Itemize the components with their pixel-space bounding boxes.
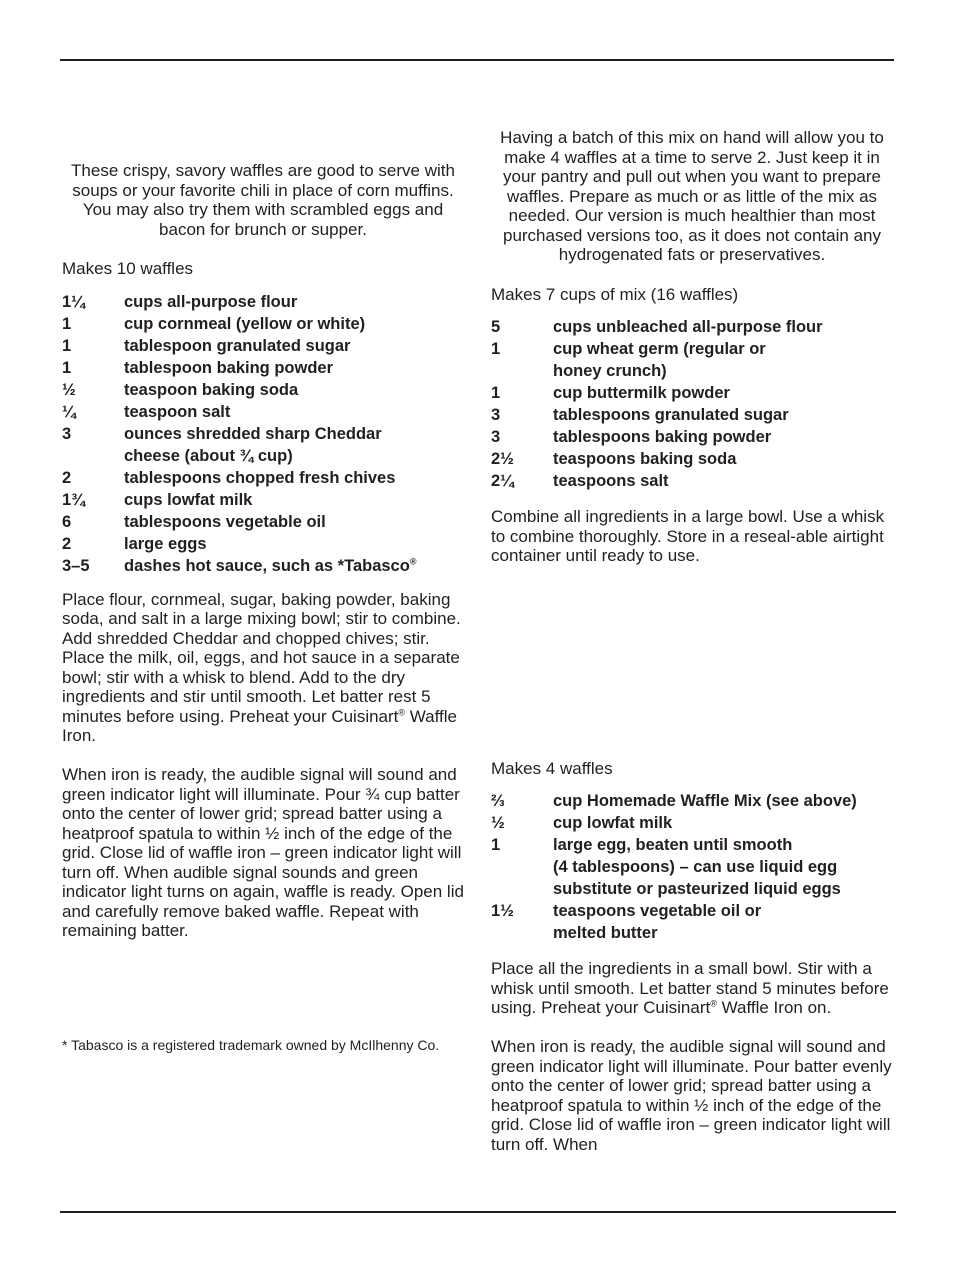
ingredient-row: [62, 357, 464, 379]
ingredient-row: [62, 423, 464, 445]
registered-mark: ®: [710, 998, 717, 1009]
ingredient-qty: [491, 922, 553, 944]
ingredient-desc-text: teaspoon salt: [124, 402, 231, 421]
ingredient-row: [491, 448, 893, 470]
ingredient-desc: [553, 426, 893, 448]
registered-mark: ®: [398, 706, 406, 717]
ingredient-desc: [124, 511, 464, 533]
ingredient-qty: 1½: [491, 902, 514, 920]
ingredient-desc: [553, 470, 893, 492]
ingredient-desc-text: tablespoons granulated sugar: [553, 406, 789, 424]
ingredient-desc: [124, 555, 464, 577]
ingredient-qty: 2: [62, 468, 72, 487]
ingredient-desc: [124, 423, 464, 445]
ingredient-desc: [553, 856, 893, 878]
ingredient-row: [491, 382, 893, 404]
left-column: [62, 161, 464, 1055]
ingredient-desc-text: cups lowfat milk: [124, 490, 253, 509]
ingredient-qty: ⅔: [491, 792, 505, 810]
ingredient-desc-text: (4 tablespoons) – can use liquid egg: [553, 858, 838, 876]
ingredient-row: [491, 470, 893, 492]
ingredient-row: [491, 878, 893, 900]
method-3-text-end: Waffle Iron on.: [716, 998, 832, 1017]
ingredient-desc-text: ounces shredded sharp Cheddar: [124, 424, 382, 443]
ingredient-row: [62, 511, 464, 533]
method-1-text-end: Waffle Iron.: [62, 706, 458, 745]
ingredient-desc: [553, 922, 893, 944]
ingredient-desc-text: cheese (about ¾ cup): [124, 446, 293, 465]
ingredient-row: [62, 533, 464, 555]
ingredient-desc-text: teaspoons salt: [553, 472, 669, 490]
ingredient-desc-text: honey crunch): [553, 362, 667, 380]
bottom-rule: [60, 1211, 896, 1213]
mix-waffles-method-2: When iron is ready, the audible signal will sound and green indicator light will illuminate. Pour batter evenly onto the center of lower grid; spread batter using a heatproof spatula to within ½ inch of the edge of the grid. Close lid of waffle iron – green indicator light will turn off. When: [491, 1037, 892, 1154]
ingredient-desc-text: cup cornmeal (yellow or white): [124, 314, 366, 333]
top-rule: [60, 59, 894, 61]
ingredient-qty: 1: [491, 340, 501, 358]
ingredient-desc-text: substitute or pasteurized liquid eggs: [553, 880, 841, 898]
ingredient-desc: [553, 360, 893, 382]
ingredient-desc-text: cup buttermilk powder: [553, 384, 730, 402]
waffle-mix-yield: Makes 7 cups of mix (16 waffles): [491, 284, 739, 304]
ingredient-qty: ½: [62, 380, 76, 399]
ingredient-desc: [124, 313, 464, 335]
ingredient-desc: [553, 338, 893, 360]
ingredient-row: [491, 316, 893, 338]
ingredient-qty: [491, 856, 553, 878]
ingredient-qty: 1: [491, 384, 501, 402]
ingredient-desc-text: cups unbleached all-purpose flour: [553, 318, 823, 336]
ingredient-desc: [124, 291, 464, 313]
tabasco-footnote: * Tabasco is a registered trademark owned by McIlhenny Co.: [62, 1036, 440, 1053]
ingredient-desc-text: tablespoons vegetable oil: [124, 512, 326, 531]
ingredient-row: [491, 812, 893, 834]
ingredient-qty: 3: [491, 428, 501, 446]
ingredient-qty: 1¼: [62, 292, 85, 311]
ingredient-row: [62, 379, 464, 401]
ingredient-desc: [124, 401, 464, 423]
ingredient-row: [491, 360, 893, 382]
ingredient-qty: [491, 878, 553, 900]
cheddar-waffles-yield: Makes 10 waffles: [62, 259, 194, 278]
right-column: [491, 128, 893, 1154]
ingredient-qty: [62, 445, 124, 467]
ingredient-qty: 2¼: [491, 472, 514, 490]
ingredient-desc-text: teaspoons baking soda: [553, 450, 737, 468]
ingredient-desc-text: cup lowfat milk: [553, 814, 673, 832]
waffle-mix-intro: Having a batch of this mix on hand will allow you to make 4 waffles at a time to serve 2. Just keep it in your pantry and pull out when you want to prepare waffles. Prepare as much or as little of the mix as needed. Our version is much healthier than most purchased versions too, as it does not contain any hydrogenated fats or preservatives.: [500, 128, 884, 264]
ingredient-desc: [124, 335, 464, 357]
ingredient-row: [491, 338, 893, 360]
waffle-mix-method: Combine all ingredients in a large bowl. Use a whisk to combine thoroughly. Store in a reseal-able airtight container until ready to use.: [491, 507, 885, 565]
ingredient-qty: ½: [491, 814, 505, 832]
ingredient-desc: [553, 404, 893, 426]
ingredient-desc: [553, 448, 893, 470]
mix-waffles-ingredients: [491, 790, 893, 944]
cheddar-waffles-ingredients: [62, 291, 464, 577]
cheddar-waffles-method-1: [62, 590, 464, 746]
ingredient-row: [491, 426, 893, 448]
ingredient-qty: 1: [491, 836, 501, 854]
ingredient-qty: ¼: [62, 402, 76, 421]
ingredient-desc: [124, 489, 464, 511]
ingredient-qty: 1: [62, 358, 72, 377]
ingredient-desc: [553, 382, 893, 404]
ingredient-row: [491, 404, 893, 426]
ingredient-desc: [553, 790, 893, 812]
ingredient-row: [62, 291, 464, 313]
ingredient-qty: 3: [491, 406, 501, 424]
ingredient-desc-text: melted butter: [553, 924, 658, 942]
ingredient-desc: [553, 900, 893, 922]
ingredient-desc-text: cup wheat germ (regular or: [553, 340, 766, 358]
ingredient-qty: 2: [62, 534, 72, 553]
ingredient-desc-text: tablespoon baking powder: [124, 358, 334, 377]
ingredient-qty: 1¾: [62, 490, 85, 509]
ingredient-desc: [124, 467, 464, 489]
ingredient-desc: [124, 533, 464, 555]
ingredient-desc-text: tablespoons chopped fresh chives: [124, 468, 396, 487]
method-3-text: Place all the ingredients in a small bowl. Stir with a whisk until smooth. Let batter stand 5 minutes before using. Preheat your Cuisinart: [491, 959, 889, 1017]
ingredient-desc-text: large egg, beaten until smooth: [553, 836, 793, 854]
ingredient-qty: 2½: [491, 450, 514, 468]
ingredient-desc-text: dashes hot sauce, such as *Tabasco: [124, 556, 410, 575]
ingredient-desc: [553, 834, 893, 856]
ingredient-row: [62, 467, 464, 489]
ingredient-desc-text: cups all-purpose flour: [124, 292, 298, 311]
ingredient-row: [62, 335, 464, 357]
ingredient-desc-text: cup Homemade Waffle Mix (see above): [553, 792, 857, 810]
ingredient-desc-text: tablespoons baking powder: [553, 428, 772, 446]
ingredient-row: [491, 900, 893, 922]
ingredient-desc: [553, 316, 893, 338]
mix-waffles-method-1: [491, 959, 893, 1018]
ingredient-desc: [553, 812, 893, 834]
mix-waffles-yield: Makes 4 waffles: [491, 758, 613, 778]
ingredient-qty: 3: [62, 424, 72, 443]
ingredient-row: [62, 445, 464, 467]
ingredient-qty: 3–5: [62, 556, 90, 575]
method-1-text: Place flour, cornmeal, sugar, baking powder, baking soda, and salt in a large mixing bowl; stir to combine. Add shredded Cheddar and chopped chives; stir. Place the milk, oil, eggs, and hot sauce in a separate bowl; stir with a whisk to blend. Add to the dry ingredients and stir until smooth. Let batter rest 5 minutes before using. Preheat your Cuisinart: [62, 589, 461, 726]
ingredient-qty: 1: [62, 314, 72, 333]
cheddar-waffles-intro: These crispy, savory waffles are good to serve with soups or your favorite chili in place of corn muffins. You may also try them with scrambled eggs and bacon for brunch or supper.: [71, 161, 455, 239]
ingredient-qty: 1: [62, 336, 72, 355]
ingredient-qty: 5: [491, 318, 501, 336]
ingredient-desc: [124, 379, 464, 401]
ingredient-row: [491, 856, 893, 878]
ingredient-row: [62, 489, 464, 511]
ingredient-qty: [491, 360, 553, 382]
ingredient-qty: 6: [62, 512, 72, 531]
ingredient-row: [491, 922, 893, 944]
registered-mark: ®: [409, 556, 417, 566]
cheddar-waffles-method-2: When iron is ready, the audible signal will sound and green indicator light will illuminate. Pour ¾ cup batter onto the center of lower grid; spread batter using a heatproof spatula to within ½ inch of the edge of the grid. Close lid of waffle iron – green indicator light will turn off. When audible signal sounds and green indicator light turns on again, waffle is ready. Open lid and carefully remove baked waffle. Repeat with remaining batter.: [62, 765, 464, 940]
ingredient-row: [62, 313, 464, 335]
ingredient-row: [491, 790, 893, 812]
ingredient-row: [62, 555, 464, 577]
ingredient-desc-text: teaspoon baking soda: [124, 380, 299, 399]
ingredient-desc: [124, 445, 464, 467]
waffle-mix-ingredients: [491, 316, 893, 492]
ingredient-desc-text: teaspoons vegetable oil or: [553, 902, 762, 920]
ingredient-desc-text: tablespoon granulated sugar: [124, 336, 351, 355]
ingredient-row: [491, 834, 893, 856]
ingredient-desc: [124, 357, 464, 379]
ingredient-desc-text: large eggs: [124, 534, 207, 553]
ingredient-desc: [553, 878, 893, 900]
ingredient-row: [62, 401, 464, 423]
